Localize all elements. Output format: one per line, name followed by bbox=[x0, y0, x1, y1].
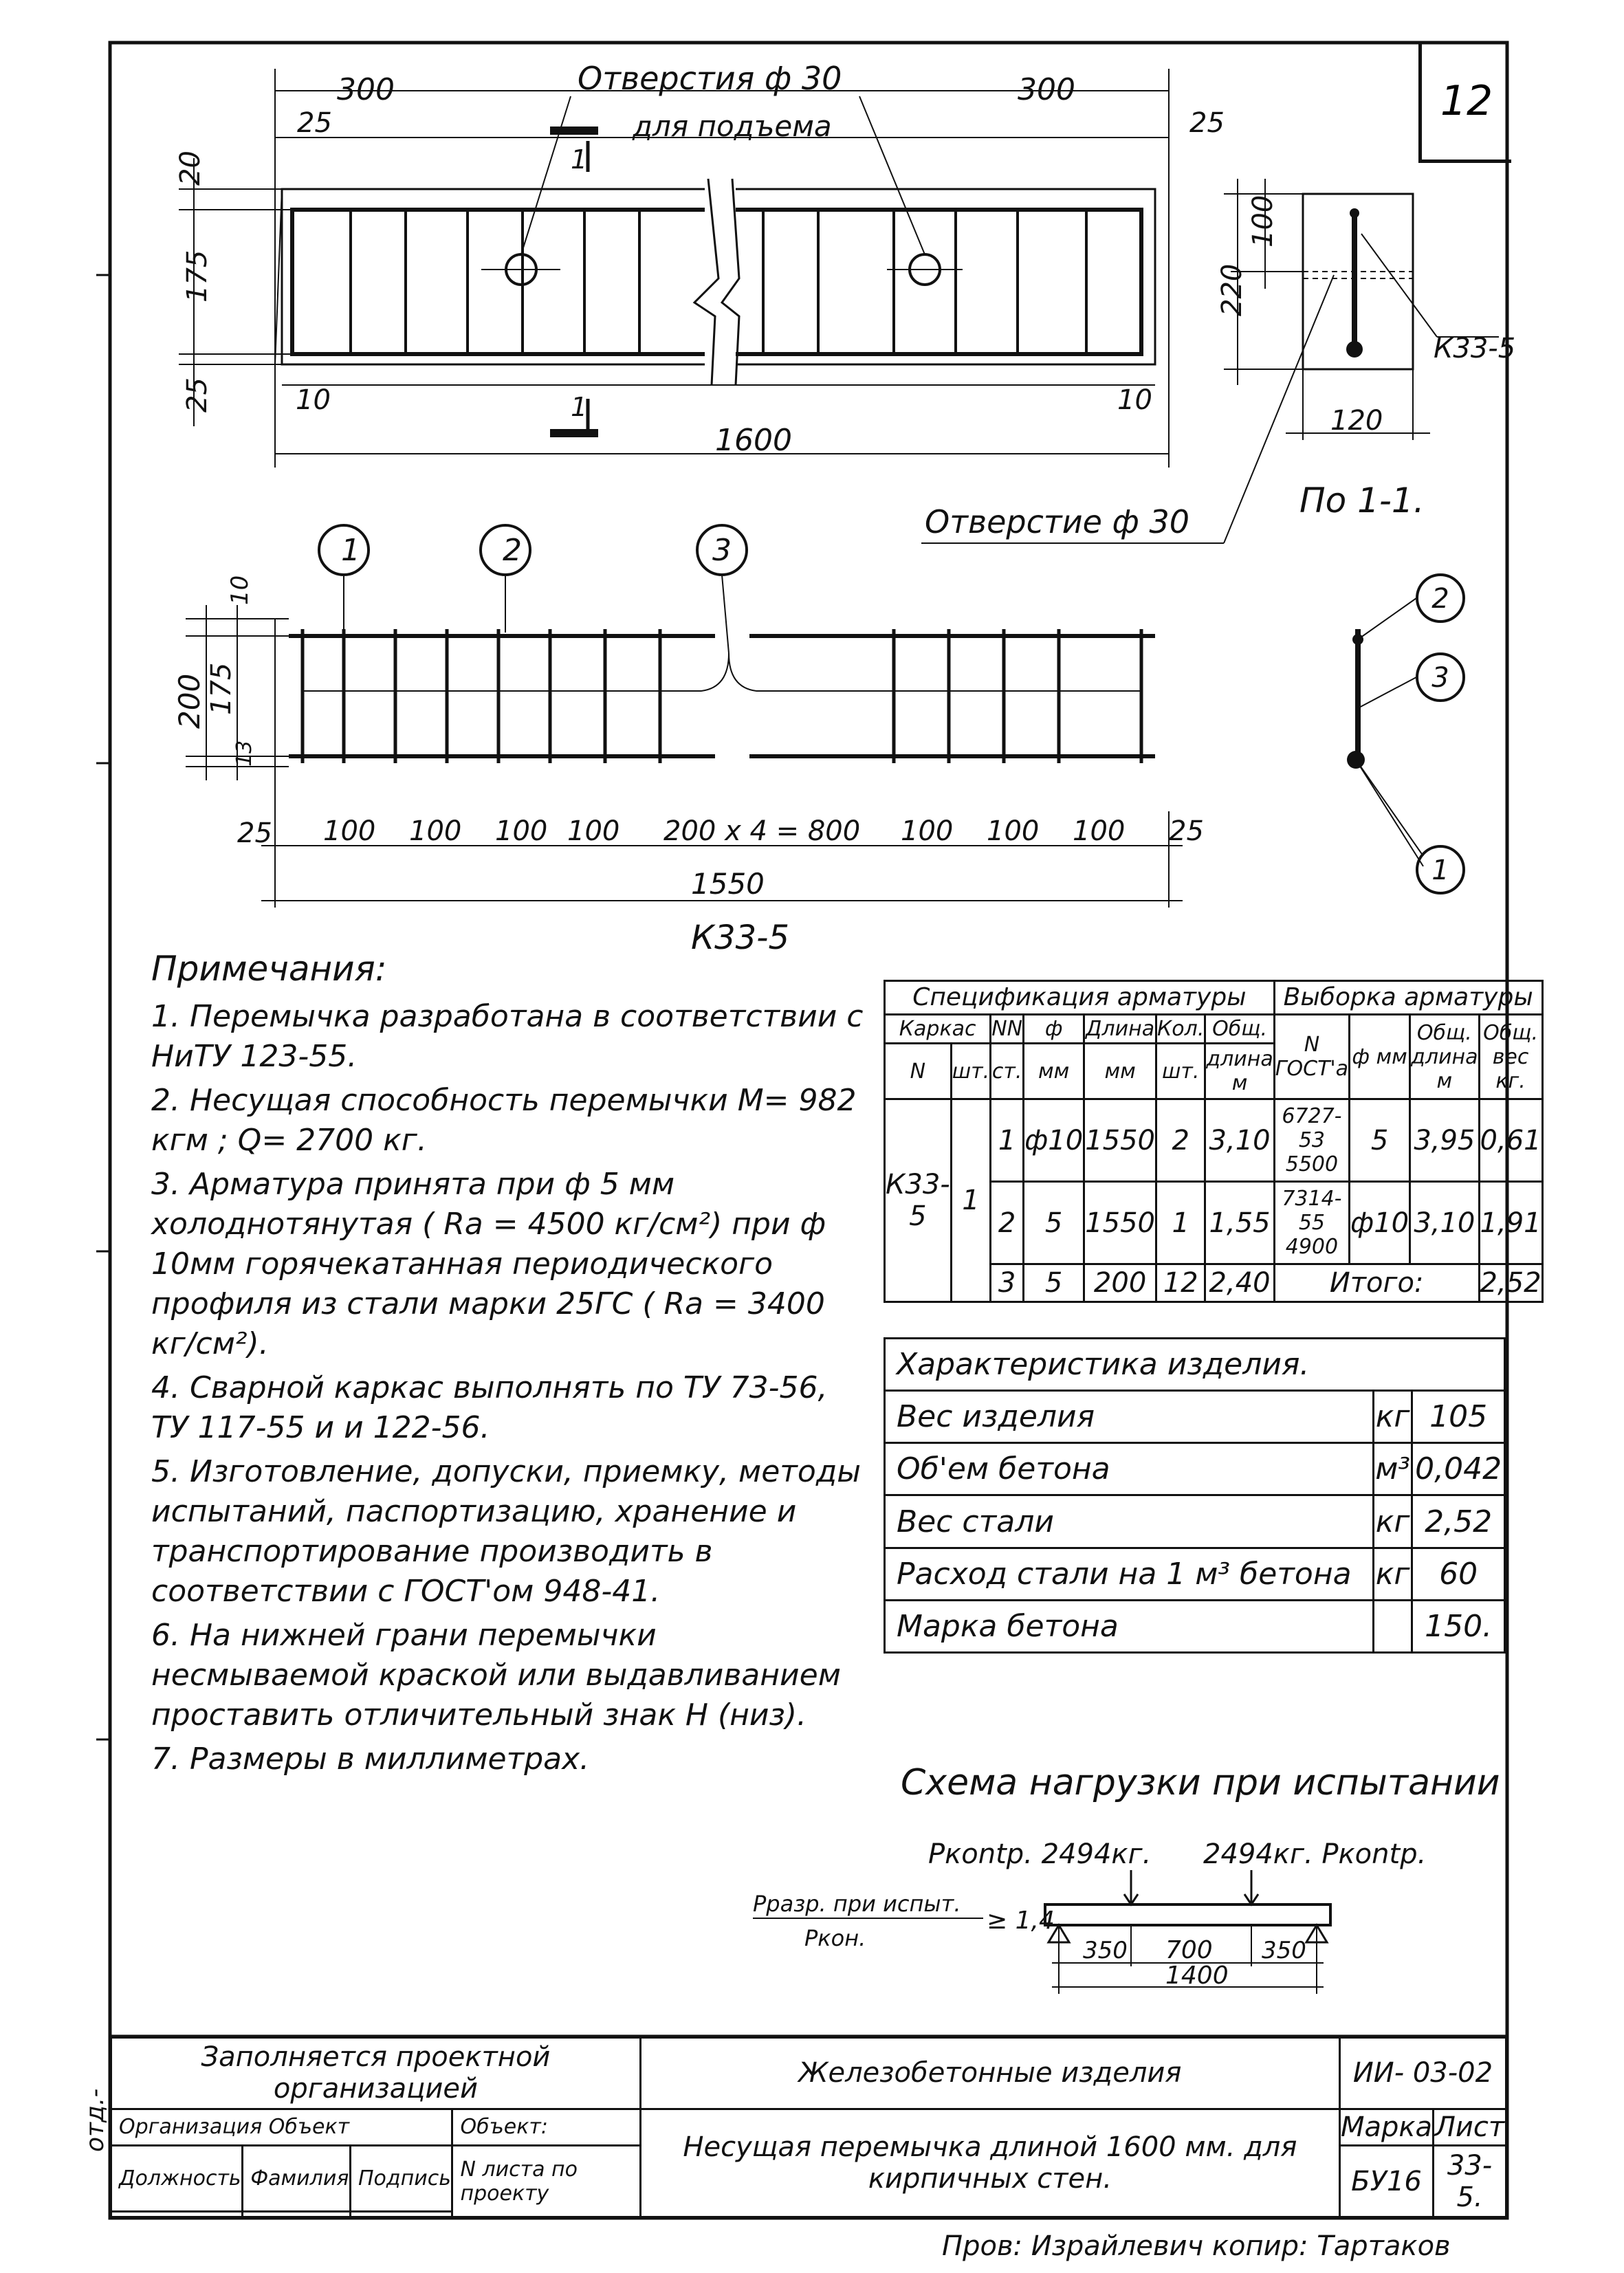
cage-k33-5 bbox=[186, 525, 1183, 908]
cage-qty: 1 bbox=[951, 1099, 990, 1302]
table-row: 3 bbox=[991, 1264, 1024, 1302]
signature: Подпись bbox=[350, 2146, 452, 2212]
h-n: N bbox=[885, 1044, 952, 1099]
cage-dim-25-left: 25 bbox=[237, 817, 272, 849]
total-label: Итого: bbox=[1274, 1264, 1479, 1302]
h-total-length: Общ. длина м bbox=[1410, 1014, 1479, 1099]
char-value: 105 bbox=[1412, 1391, 1505, 1443]
cell-tot: 3,10 bbox=[1205, 1099, 1274, 1182]
series: ИИ- 03-02 bbox=[1339, 2038, 1506, 2109]
load-p-right: 2494кг. Ркontр. bbox=[1203, 1838, 1427, 1870]
h-qty: Кол. bbox=[1156, 1014, 1205, 1043]
side-note: отд.- bbox=[81, 2088, 109, 2152]
h-st: ст. bbox=[991, 1044, 1024, 1099]
holes-label: Отверстия ф 30 bbox=[578, 60, 842, 97]
reinforcement-spec-table bbox=[884, 980, 1544, 1303]
filled-by: Заполняется проектной организацией bbox=[111, 2038, 641, 2109]
char-name: Вес стали bbox=[885, 1495, 1374, 1548]
cell-gost: 7314-55 4900 bbox=[1274, 1182, 1349, 1264]
cage-dim-100-4: 100 bbox=[567, 815, 620, 847]
cell-sel-d: 5 bbox=[1350, 1099, 1410, 1182]
mark-header: Марка bbox=[1339, 2109, 1433, 2146]
note-item: 1. Перемычка разработана в соответствии с НиТУ 123-55. bbox=[151, 999, 864, 1074]
section-mark-top: 1 bbox=[571, 144, 588, 175]
cell-d: 5 bbox=[1024, 1264, 1084, 1302]
sheets-in-project: N листа по проекту bbox=[452, 2146, 640, 2217]
char-unit: кг bbox=[1374, 1391, 1412, 1443]
cage-mark: К33-5 bbox=[885, 1099, 952, 1302]
product-characteristics-table bbox=[884, 1337, 1506, 1654]
dim-10-right: 10 bbox=[1117, 384, 1152, 416]
cell-tot: 1,55 bbox=[1205, 1182, 1274, 1264]
cage-dim-200: 200 bbox=[173, 673, 206, 729]
h-phi: ф bbox=[1024, 1014, 1084, 1043]
cage-dim-mid: 200 х 4 = 800 bbox=[663, 815, 861, 847]
cell-d: 5 bbox=[1024, 1182, 1084, 1264]
title-block bbox=[110, 2036, 1507, 2218]
cage-dim-100-5: 100 bbox=[901, 815, 954, 847]
cell-d: ф10 bbox=[1024, 1099, 1084, 1182]
product-name: Несущая перемычка длиной 1600 мм. для кирпичных стен. bbox=[640, 2109, 1339, 2217]
h-mm: мм bbox=[1024, 1044, 1084, 1099]
cage-dim-25-right: 25 bbox=[1169, 815, 1204, 847]
selection-title: Выборка арматуры bbox=[1274, 981, 1542, 1015]
dim-300-left: 300 bbox=[337, 72, 395, 107]
load-d-700: 700 bbox=[1165, 1936, 1213, 1964]
char-unit: кг bbox=[1374, 1495, 1412, 1548]
detail-marker-2-label: 2 bbox=[1431, 583, 1449, 615]
char-value: 2,52 bbox=[1412, 1495, 1505, 1548]
cage-dim-100-2: 100 bbox=[409, 815, 462, 847]
cell-qty: 2 bbox=[1156, 1099, 1205, 1182]
h-total: Общ. bbox=[1205, 1014, 1274, 1043]
marker-1-label: 1 bbox=[341, 533, 360, 568]
h-phi2: ф мм bbox=[1350, 1014, 1410, 1099]
cage-dim-100-1: 100 bbox=[323, 815, 376, 847]
note-item: 7. Размеры в миллиметрах. bbox=[151, 1742, 590, 1777]
ratio-value: ≥ 1,4 bbox=[987, 1907, 1055, 1935]
cell-gost: 6727-53 5500 bbox=[1274, 1099, 1349, 1182]
char-unit bbox=[1374, 1600, 1412, 1652]
cage-dim-13: 13 bbox=[232, 740, 256, 767]
notes-title: Примечания: bbox=[151, 949, 387, 989]
surname: Фамилия bbox=[243, 2146, 351, 2212]
dim-300-right: 300 bbox=[1018, 72, 1075, 107]
cell-len: 1550 bbox=[1084, 1182, 1156, 1264]
cage-dim-100-6: 100 bbox=[987, 815, 1040, 847]
detail-marker-3-label: 3 bbox=[1431, 662, 1449, 694]
cage-dim-100-3: 100 bbox=[495, 815, 548, 847]
cage-dim-10: 10 bbox=[226, 575, 254, 605]
cage-dim-100-7: 100 bbox=[1073, 815, 1126, 847]
sheet-number: 12 bbox=[1418, 43, 1511, 163]
char-unit: кг bbox=[1374, 1548, 1412, 1600]
note-item: 4. Сварной каркас выполнять по ТУ 73-56, ТУ 117-55 и и 122-56. bbox=[151, 1370, 828, 1445]
table-row: 2 bbox=[991, 1182, 1024, 1264]
spec-title: Спецификация арматуры bbox=[885, 981, 1275, 1015]
dim-1600: 1600 bbox=[715, 423, 792, 458]
char-unit: м³ bbox=[1374, 1443, 1412, 1495]
h-len-m: длина м bbox=[1205, 1044, 1274, 1099]
char-value: 60 bbox=[1412, 1548, 1505, 1600]
marker-2-label: 2 bbox=[503, 533, 522, 568]
sheet-header: Лист bbox=[1434, 2109, 1506, 2146]
object: Объект: bbox=[452, 2109, 640, 2146]
cell-sel-w: 0,61 bbox=[1479, 1099, 1542, 1182]
load-d-350-left: 350 bbox=[1083, 1937, 1128, 1964]
char-title: Характеристика изделия. bbox=[885, 1339, 1505, 1391]
load-scheme-title: Схема нагрузки при испытании bbox=[901, 1762, 1500, 1803]
dim-25-right: 25 bbox=[1189, 107, 1225, 139]
load-p-left: Ркontр. 2494кг. bbox=[928, 1838, 1152, 1870]
cell-len: 200 bbox=[1084, 1264, 1156, 1302]
cage-section-detail bbox=[1347, 575, 1464, 893]
char-name: Об'ем бетона bbox=[885, 1443, 1374, 1495]
total-value: 2,52 bbox=[1479, 1264, 1542, 1302]
h-gost: N ГОСТ'а bbox=[1274, 1014, 1349, 1099]
h-pcs: шт. bbox=[951, 1044, 990, 1099]
detail-marker-1-label: 1 bbox=[1431, 855, 1449, 886]
cage-dim-175: 175 bbox=[206, 662, 237, 715]
holes-label-2: для подъема bbox=[633, 109, 832, 143]
cell-sel-w: 1,91 bbox=[1479, 1182, 1542, 1264]
dim-175: 175 bbox=[182, 250, 213, 303]
cell-len: 1550 bbox=[1084, 1099, 1156, 1182]
cell-qty: 1 bbox=[1156, 1182, 1205, 1264]
dim-25-left: 25 bbox=[297, 107, 332, 139]
cage-stirrups bbox=[303, 629, 1141, 763]
cell-sel-len: 3,10 bbox=[1410, 1182, 1479, 1264]
cell-sel-d: ф10 bbox=[1350, 1182, 1410, 1264]
char-value: 150. bbox=[1412, 1600, 1505, 1652]
category: Железобетонные изделия bbox=[640, 2038, 1339, 2109]
dim-120: 120 bbox=[1330, 405, 1383, 437]
h-nn: NN bbox=[991, 1014, 1024, 1043]
ratio-den: Ркон. bbox=[804, 1925, 866, 1951]
checked-copied-signatures: Пров: Израйлевич копир: Тартаков bbox=[942, 2230, 1451, 2262]
cell-sel-len: 3,95 bbox=[1410, 1099, 1479, 1182]
char-name: Марка бетона bbox=[885, 1600, 1374, 1652]
h-weight: Общ. вес кг. bbox=[1479, 1014, 1542, 1099]
organization: Организация Объект bbox=[111, 2109, 452, 2146]
note-item: 2. Несущая способность перемычки M= 982 кгм ; Q= 2700 кг. bbox=[151, 1083, 857, 1158]
char-value: 0,042 bbox=[1412, 1443, 1505, 1495]
section-mark-bottom: 1 bbox=[571, 392, 588, 422]
h-pcs2: шт. bbox=[1156, 1044, 1205, 1099]
section-cage-label: К33-5 bbox=[1434, 333, 1516, 364]
cage-title: К33-5 bbox=[691, 919, 790, 957]
cell-qty: 12 bbox=[1156, 1264, 1205, 1302]
char-name: Вес изделия bbox=[885, 1391, 1374, 1443]
h-cage: Каркас bbox=[885, 1014, 991, 1043]
hole-label: Отверстие ф 30 bbox=[925, 503, 1190, 540]
section-title: По 1-1. bbox=[1299, 481, 1425, 520]
cage-dim-1550: 1550 bbox=[691, 867, 765, 901]
sheet-id: 33-5. bbox=[1434, 2146, 1506, 2217]
dim-20: 20 bbox=[175, 151, 206, 186]
dim-100: 100 bbox=[1247, 195, 1279, 248]
note-item: 5. Изготовление, допуски, приемку, методы испытаний, паспортизацию, хранение и транспортирование производить в соответствии с ГОСТ'ом 948-41. bbox=[151, 1454, 862, 1609]
dim-25-bottom: 25 bbox=[182, 377, 213, 413]
load-d-1400: 1400 bbox=[1165, 1962, 1229, 1990]
h-length: Длина bbox=[1084, 1014, 1156, 1043]
h-mm2: мм bbox=[1084, 1044, 1156, 1099]
table-row: 1 bbox=[991, 1099, 1024, 1182]
marker-3-label: 3 bbox=[712, 533, 732, 568]
dim-10-left: 10 bbox=[296, 384, 331, 416]
product-mark: БУ16 bbox=[1339, 2146, 1433, 2217]
position: Должность bbox=[111, 2146, 243, 2212]
note-item: 3. Арматура принята при ф 5 мм холоднотянутая ( Rа = 4500 кг/см²) при ф 10мм горячекатанная периодического профиля из стали марки 25ГС ( Rа = 3400 кг/см²). bbox=[151, 1167, 826, 1361]
cell-tot: 2,40 bbox=[1205, 1264, 1274, 1302]
char-name: Расход стали на 1 м³ бетона bbox=[885, 1548, 1374, 1600]
notes-block bbox=[151, 949, 873, 1783]
dim-220: 220 bbox=[1216, 263, 1248, 316]
load-d-350-right: 350 bbox=[1262, 1937, 1306, 1964]
note-item: 6. На нижней грани перемычки несмываемой краской или выдавливанием проставить отличительный знак Н (низ). bbox=[151, 1618, 841, 1733]
ratio-num: Рразр. при испыт. bbox=[753, 1891, 961, 1917]
